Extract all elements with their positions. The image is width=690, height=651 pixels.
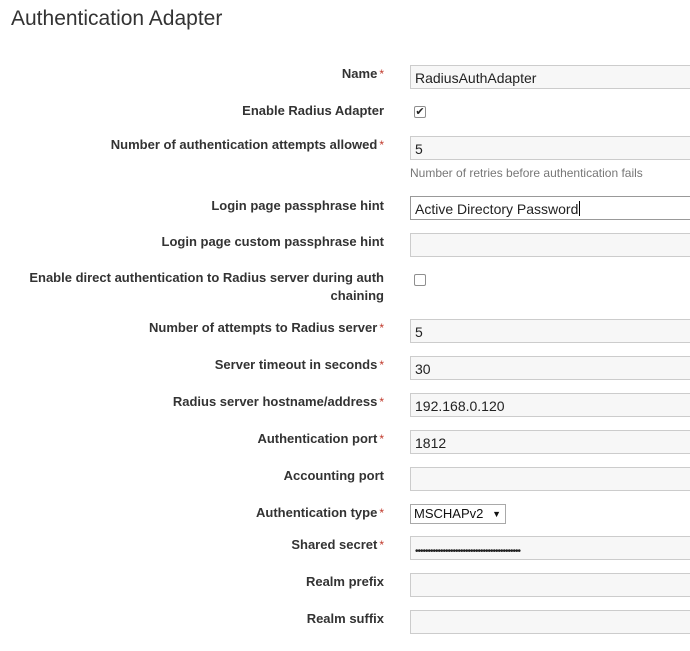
direct-auth-checkbox[interactable] [414, 274, 426, 286]
custom-passphrase-hint-input[interactable] [410, 233, 690, 257]
auth-attempts-input[interactable]: 5 [410, 136, 690, 160]
required-marker: * [379, 538, 384, 552]
realm-prefix-label: Realm prefix [305, 574, 384, 589]
hostname-label: Radius server hostname/address * [172, 394, 384, 409]
hostname-input[interactable]: 192.168.0.120 [410, 393, 690, 417]
masked-secret: •••••••••••••••••••••••••••••••••••••••••• [415, 546, 521, 557]
realm-prefix-input[interactable] [410, 573, 690, 597]
accounting-port-input[interactable] [410, 467, 690, 491]
name-label: Name * [341, 66, 384, 81]
realm-suffix-label: Realm suffix [306, 611, 384, 626]
required-marker: * [379, 358, 384, 372]
accounting-port-label: Accounting port [283, 468, 384, 483]
passphrase-hint-input[interactable]: Active Directory Password [410, 196, 690, 220]
passphrase-hint-label: Login page passphrase hint [211, 198, 384, 213]
required-marker: * [379, 395, 384, 409]
server-timeout-input[interactable]: 30 [410, 356, 690, 380]
auth-port-input[interactable]: 1812 [410, 430, 690, 454]
name-input[interactable]: RadiusAuthAdapter [410, 65, 690, 89]
auth-type-select[interactable] [410, 504, 506, 524]
shared-secret-input[interactable] [410, 536, 690, 560]
page-title: Authentication Adapter [11, 7, 223, 30]
custom-passphrase-hint-label: Login page custom passphrase hint [161, 234, 384, 249]
auth-port-label: Authentication port * [257, 431, 384, 446]
checkmark-icon: ✔ [415, 106, 425, 118]
realm-suffix-input[interactable] [410, 610, 690, 634]
chevron-down-icon: ▼ [492, 509, 501, 519]
server-timeout-label: Server timeout in seconds * [214, 357, 384, 372]
shared-secret-label: Shared secret * [291, 537, 384, 552]
required-marker: * [379, 321, 384, 335]
auth-type-label: Authentication type * [255, 505, 384, 520]
auth-type-selected-value: MSCHAPv2 [414, 506, 484, 521]
radius-attempts-label: Number of attempts to Radius server * [149, 320, 384, 335]
required-marker: * [379, 506, 384, 520]
required-marker: * [379, 138, 384, 152]
direct-auth-label: Enable direct authentication to Radius server during auth chaining [29, 270, 384, 303]
required-marker: * [379, 67, 384, 81]
auth-attempts-help: Number of retries before authentication fails [410, 166, 643, 180]
radius-attempts-input[interactable]: 5 [410, 319, 690, 343]
auth-attempts-label: Number of authentication attempts allowed * [110, 137, 384, 152]
text-cursor [579, 201, 580, 216]
required-marker: * [379, 432, 384, 446]
enable-radius-label: Enable Radius Adapter [242, 103, 384, 118]
enable-radius-checkbox[interactable] [414, 106, 426, 118]
